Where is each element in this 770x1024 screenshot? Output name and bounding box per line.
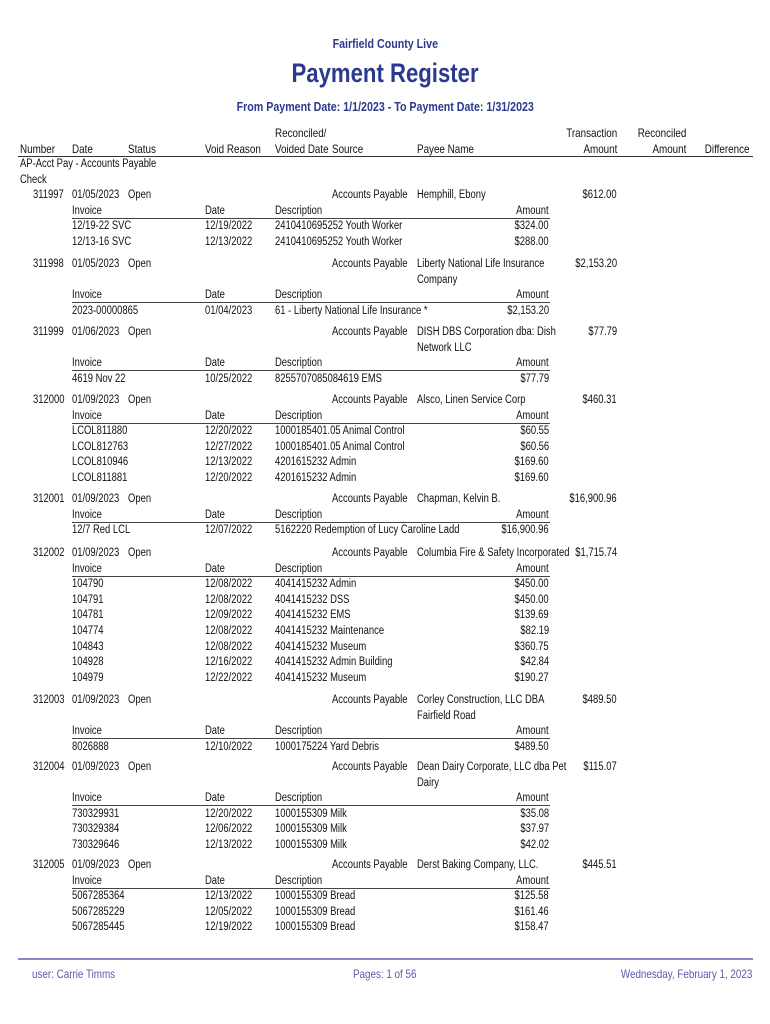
transaction-amount: $460.31 [582, 394, 617, 406]
invoice-date: 12/27/2022 [205, 440, 253, 453]
line-description: 61 - Liberty National Life Insurance * [275, 304, 428, 317]
description-header: Description [275, 874, 323, 887]
line-amount: $324.00 [514, 220, 549, 233]
payment-date: 01/09/2023 [72, 694, 120, 706]
invoice-date: 12/10/2022 [205, 740, 253, 753]
payee-name: Columbia Fire & Safety Incorporated [417, 547, 570, 559]
payment-number: 312003 [33, 694, 65, 706]
line-amount: $190.27 [514, 671, 549, 684]
invoice-date-header: Date [205, 508, 225, 521]
line-description: 8255707085084619 EMS [275, 372, 382, 385]
line-amount-header: Amount [516, 874, 549, 887]
invoice-number: 12/13-16 SVC [72, 235, 132, 248]
transaction-amount: $16,900.96 [569, 493, 617, 505]
invoice-date: 12/06/2022 [205, 823, 253, 836]
payment-status: Open [128, 258, 152, 270]
description-header: Description [275, 409, 323, 422]
line-amount-header: Amount [516, 562, 549, 575]
payment-source: Accounts Payable [332, 189, 408, 201]
line-amount-header: Amount [516, 409, 549, 422]
invoice-date-header: Date [205, 792, 225, 805]
payment-status: Open [128, 761, 152, 773]
line-amount: $16,900.96 [501, 524, 549, 537]
line-amount-header: Amount [516, 357, 549, 370]
line-amount: $450.00 [514, 578, 549, 591]
line-description: 4041415232 Museum [275, 640, 367, 653]
report-title: Payment Register [291, 58, 479, 88]
footer-user: user: Carrie Timms [32, 967, 116, 981]
invoice-date: 01/04/2023 [205, 304, 253, 317]
invoice-date-header: Date [205, 874, 225, 887]
transaction-amount: $115.07 [583, 761, 617, 773]
payment-number: 311999 [33, 326, 64, 338]
invoice-date: 12/13/2022 [205, 890, 253, 903]
invoice-number: 730329931 [72, 807, 120, 820]
line-description: 1000185401.05 Animal Control [275, 440, 405, 453]
line-description: 4201615232 Admin [275, 472, 357, 484]
invoice-date: 10/25/2022 [205, 372, 253, 385]
invoice-number: 104774 [72, 625, 104, 637]
line-description: 4041415232 EMS [275, 609, 351, 622]
invoice-date: 12/08/2022 [205, 578, 253, 591]
transaction-amount: $1,715.74 [575, 547, 617, 559]
payee-name: Dairy [417, 776, 440, 789]
invoice-number: 104928 [72, 656, 104, 669]
line-amount-header: Amount [516, 204, 549, 217]
invoice-header: Invoice [72, 409, 102, 422]
footer-date: Wednesday, February 1, 2023 [620, 967, 752, 981]
invoice-date: 12/19/2022 [205, 921, 253, 934]
line-description: 4041415232 Admin Building [275, 656, 393, 669]
payment-status: Open [128, 859, 152, 871]
line-description: 1000155309 Bread [275, 890, 356, 903]
description-header: Description [275, 562, 323, 575]
payment-source: Accounts Payable [332, 547, 408, 559]
invoice-number: 8026888 [72, 740, 109, 753]
payee-name: Alsco, Linen Service Corp [417, 394, 526, 406]
payee-name: DISH DBS Corporation dba: Dish [417, 326, 556, 338]
line-description: 4041415232 Admin [275, 578, 357, 591]
line-amount-header: Amount [516, 792, 549, 805]
invoice-header: Invoice [72, 357, 102, 370]
line-amount: $360.75 [514, 640, 549, 653]
line-description: 1000175224 Yard Debris [275, 740, 379, 753]
payment-number: 312004 [33, 761, 65, 773]
group-label: AP-Acct Pay - Accounts Payable [20, 158, 157, 170]
payee-name: Company [417, 273, 458, 286]
invoice-number: 104790 [72, 578, 104, 591]
description-header: Description [275, 357, 323, 370]
line-amount-header: Amount [516, 289, 549, 302]
invoice-date: 12/13/2022 [205, 456, 253, 469]
payment-source: Accounts Payable [332, 258, 408, 270]
payment-date: 01/09/2023 [72, 859, 120, 871]
line-amount: $158.47 [514, 921, 549, 934]
invoice-number: 104781 [72, 609, 104, 622]
invoice-date: 12/08/2022 [205, 625, 253, 637]
line-description: 2410410695252 Youth Worker [275, 220, 403, 233]
line-amount: $60.56 [520, 440, 549, 453]
line-amount: $169.60 [514, 472, 549, 484]
line-description: 4041415232 Museum [275, 671, 367, 684]
line-description: 5162220 Redemption of Lucy Caroline Ladd [275, 524, 460, 537]
invoice-header: Invoice [72, 289, 102, 302]
organization-name: Fairfield County Live [332, 36, 438, 51]
line-description: 4041415232 DSS [275, 593, 350, 606]
payee-name: Dean Dairy Corporate, LLC dba Pet [417, 761, 567, 773]
invoice-header: Invoice [72, 874, 102, 887]
col-status: Status [128, 142, 156, 156]
line-amount: $125.58 [514, 890, 549, 903]
invoice-number: 4619 Nov 22 [72, 372, 126, 385]
invoice-date: 12/07/2022 [205, 524, 253, 537]
invoice-date: 12/16/2022 [205, 656, 253, 669]
payment-date: 01/09/2023 [72, 547, 120, 559]
col-payee: Payee Name [417, 142, 474, 156]
line-amount: $161.46 [514, 905, 549, 918]
invoice-number: 12/7 Red LCL [72, 524, 131, 537]
col-reconciled-bottom: Amount [652, 142, 686, 156]
description-header: Description [275, 204, 323, 217]
invoice-number: 5067285364 [72, 890, 125, 903]
col-number: Number [20, 142, 56, 156]
invoice-date: 12/20/2022 [205, 807, 253, 820]
invoice-date: 12/08/2022 [205, 593, 253, 606]
line-amount: $288.00 [514, 235, 549, 248]
payment-number: 312002 [33, 547, 65, 559]
invoice-header: Invoice [72, 508, 102, 521]
payment-date: 01/05/2023 [72, 189, 120, 201]
invoice-date: 12/13/2022 [205, 235, 253, 248]
invoice-date: 12/19/2022 [205, 220, 253, 233]
line-amount: $2,153.20 [507, 304, 549, 317]
line-amount: $450.00 [514, 593, 549, 606]
line-amount: $42.02 [520, 839, 549, 851]
payment-number: 312000 [33, 394, 65, 406]
line-description: 1000155309 Bread [275, 905, 356, 918]
line-amount: $37.97 [520, 823, 549, 836]
line-description: 1000185401.05 Animal Control [275, 425, 405, 438]
payment-status: Open [128, 493, 152, 505]
line-amount-header: Amount [516, 725, 549, 738]
invoice-date-header: Date [205, 357, 225, 370]
line-amount: $60.55 [520, 425, 549, 438]
payee-name: Liberty National Life Insurance [417, 258, 545, 270]
line-description: 1000155309 Milk [275, 823, 347, 836]
payment-date: 01/09/2023 [72, 493, 120, 505]
line-amount: $77.79 [520, 372, 549, 385]
payment-number: 312001 [33, 493, 65, 505]
invoice-number: LCOL812763 [72, 440, 129, 453]
invoice-date: 12/22/2022 [205, 671, 253, 684]
payee-name: Fairfield Road [417, 709, 476, 722]
invoice-number: 104843 [72, 640, 104, 653]
invoice-number: 104979 [72, 671, 104, 684]
transaction-amount: $2,153.20 [575, 258, 617, 270]
payment-date: 01/06/2023 [72, 326, 120, 338]
invoice-header: Invoice [72, 204, 102, 217]
line-description: 1000155309 Milk [275, 807, 347, 820]
payment-status: Open [128, 547, 152, 559]
payment-date: 01/09/2023 [72, 761, 120, 773]
description-header: Description [275, 792, 323, 805]
payment-date: 01/09/2023 [72, 394, 120, 406]
payment-source: Accounts Payable [332, 493, 408, 505]
line-description: 1000155309 Bread [275, 921, 356, 934]
invoice-header: Invoice [72, 562, 102, 575]
payment-source: Accounts Payable [332, 326, 408, 338]
payment-status: Open [128, 189, 152, 201]
line-amount: $139.69 [514, 609, 549, 622]
line-description: 4041415232 Maintenance [275, 625, 385, 637]
footer-page: Pages: 1 of 56 [353, 967, 417, 981]
invoice-date-header: Date [205, 289, 225, 302]
transaction-amount: $77.79 [588, 326, 617, 338]
payment-status: Open [128, 694, 152, 706]
transaction-amount: $445.51 [582, 859, 617, 871]
payment-source: Accounts Payable [332, 761, 408, 773]
col-reconciled-voided-top: Reconciled/ [275, 126, 327, 140]
invoice-date: 12/09/2022 [205, 609, 253, 622]
transaction-amount: $612.00 [582, 189, 617, 201]
footer-rule [18, 958, 753, 960]
invoice-date: 12/08/2022 [205, 640, 253, 653]
invoice-date: 12/20/2022 [205, 425, 253, 438]
description-header: Description [275, 289, 323, 302]
invoice-number: LCOL810946 [72, 456, 129, 469]
payee-name: Derst Baking Company, LLC. [417, 859, 539, 871]
col-date: Date [72, 142, 93, 156]
payee-name: Corley Construction, LLC DBA [417, 694, 545, 706]
col-difference: Difference [704, 142, 749, 156]
invoice-number: LCOL811880 [72, 425, 128, 438]
line-amount: $169.60 [514, 456, 549, 469]
invoice-number: 12/19-22 SVC [72, 220, 132, 233]
payment-date: 01/05/2023 [72, 258, 120, 270]
invoice-number: 730329646 [72, 839, 120, 851]
invoice-date-header: Date [205, 409, 225, 422]
description-header: Description [275, 725, 323, 738]
invoice-date-header: Date [205, 562, 225, 575]
transaction-amount: $489.50 [582, 694, 617, 706]
invoice-date-header: Date [205, 725, 225, 738]
col-void-reason: Void Reason [205, 142, 261, 156]
invoice-header: Invoice [72, 725, 102, 738]
payment-number: 311997 [33, 189, 64, 201]
col-transaction-top: Transaction [565, 126, 617, 140]
col-reconciled-top: Reconciled [637, 126, 686, 140]
line-amount: $489.50 [514, 740, 549, 753]
payment-number: 311998 [33, 258, 64, 270]
payment-number: 312005 [33, 859, 65, 871]
col-transaction-bottom: Amount [583, 142, 617, 156]
payment-source: Accounts Payable [332, 394, 408, 406]
payee-name: Chapman, Kelvin B. [417, 493, 501, 505]
payment-status: Open [128, 394, 152, 406]
payment-source: Accounts Payable [332, 694, 408, 706]
invoice-number: 730329384 [72, 823, 120, 836]
col-source: Source [332, 142, 364, 156]
invoice-date: 12/05/2022 [205, 905, 253, 918]
invoice-header: Invoice [72, 792, 102, 805]
payment-status: Open [128, 326, 152, 338]
invoice-date: 12/20/2022 [205, 472, 253, 484]
col-reconciled-voided-bottom: Voided Date [275, 142, 329, 156]
payee-name: Network LLC [417, 341, 472, 354]
description-header: Description [275, 508, 323, 521]
invoice-number: 104791 [72, 593, 104, 606]
invoice-number: 5067285445 [72, 921, 125, 934]
line-description: 4201615232 Admin [275, 456, 357, 469]
invoice-date: 12/13/2022 [205, 839, 253, 851]
invoice-date-header: Date [205, 204, 225, 217]
line-description: 1000155309 Milk [275, 839, 347, 851]
payment-source: Accounts Payable [332, 859, 408, 871]
invoice-number: 5067285229 [72, 905, 125, 918]
line-amount-header: Amount [516, 508, 549, 521]
type-label: Check [20, 174, 47, 186]
payee-name: Hemphill, Ebony [417, 189, 486, 201]
line-amount: $35.08 [520, 807, 549, 820]
line-description: 2410410695252 Youth Worker [275, 235, 403, 248]
invoice-number: 2023-00000865 [72, 304, 139, 317]
date-range: From Payment Date: 1/1/2023 - To Payment Date: 1/31/2023 [236, 99, 534, 114]
line-amount: $42.84 [520, 656, 549, 669]
line-amount: $82.19 [520, 625, 549, 637]
invoice-number: LCOL811881 [72, 472, 128, 484]
